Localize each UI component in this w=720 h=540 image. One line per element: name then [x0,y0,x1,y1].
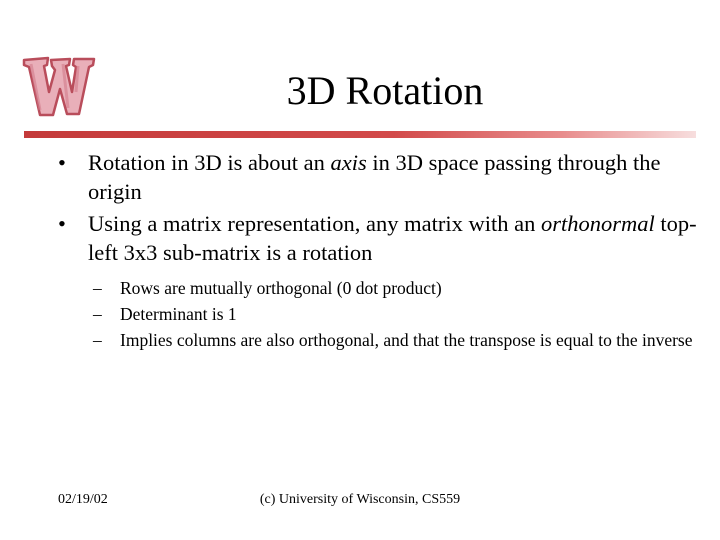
sub-bullet-glyph: – [93,278,102,298]
sub-bullet-item [58,276,720,300]
bullet-item [58,148,698,206]
bullet-text-emphasis: axis [330,150,367,175]
sub-bullet-item [58,302,720,326]
title-divider [24,131,696,138]
bullet-text-segment: Using a matrix representation, any matrix with an [88,211,541,236]
sub-bullet-item [58,328,720,352]
slide-title: 3D Rotation [286,68,484,113]
university-w-logo-icon [18,52,98,122]
sub-bullet-text: Determinant is 1 [120,304,237,324]
bullet-text-emphasis: orthonormal [541,211,655,236]
bullet-glyph: • [58,150,66,175]
sub-bullet-glyph: – [93,330,102,350]
bullet-text-segment: top-left 3x3 sub-matrix is a rotation [88,211,697,265]
bullet-glyph: • [58,211,66,236]
sub-bullet-text: Implies columns are also orthogonal, and that the transpose is equal to the inverse [120,330,693,350]
bullet-item [58,209,698,267]
bullet-list [58,148,698,354]
bullet-text-segment: Rotation in 3D is about an [88,150,331,175]
footer-credit: (c) University of Wisconsin, CS559 [259,492,461,507]
sub-bullet-list [58,276,698,352]
bullet-text-segment: in 3D space passing through the origin [88,150,661,204]
footer-date: 02/19/02 [58,492,108,507]
sub-bullet-glyph: – [93,304,102,324]
sub-bullet-text: Rows are mutually orthogonal (0 dot product) [120,278,442,298]
